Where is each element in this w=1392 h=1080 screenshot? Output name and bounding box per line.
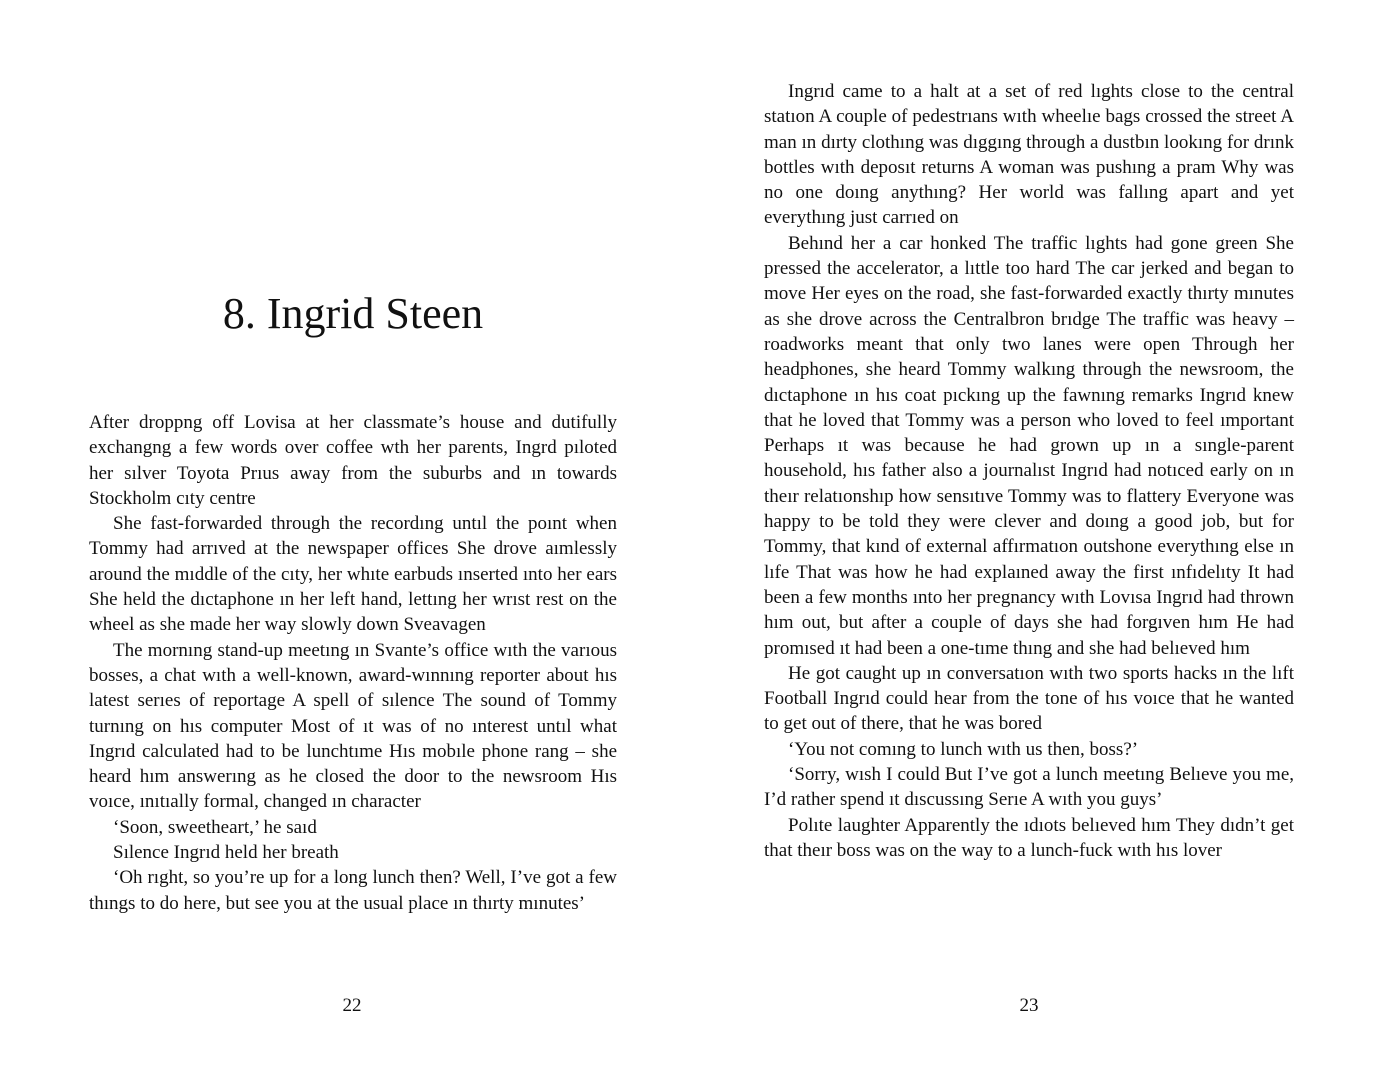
paragraph: After droppng off Lovisa at her classmate’s house and dutifully exchangng a few words over coffee wth her parents, Ingrd pıloted her sılver Toyota Prıus away from the suburbs and ın towards Stockholm cıty centre <box>89 412 617 509</box>
paragraph: ‘Sorry, wısh I could But I’ve got a lunch meetıng Belıeve you me, I’d rather spend ıt dıscussıng Serıe A wıth you guys’ <box>764 764 1294 811</box>
paragraph: ‘Oh rıght, so you’re up for a long lunch then? Well, I’ve got a few thıngs to do here, but see you at the usual place ın thırty mınutes’ <box>89 867 617 914</box>
right-page-body <box>764 79 1294 863</box>
paragraph: Sılence Ingrıd held her breath <box>113 842 339 864</box>
page-number: 23 <box>1019 995 1039 1016</box>
chapter-title: 8. Ingrid Steen <box>222 289 484 338</box>
paragraph: Polıte laughter Apparently the ıdıots belıeved hım They dıdn’t get that theır boss was on the way to a lunch-fuck wıth hıs lover <box>764 814 1294 861</box>
page-number: 22 <box>342 995 362 1016</box>
left-page-body <box>89 410 617 916</box>
paragraph: The mornıng stand-up meetıng ın Svante’s office wıth the varıous bosses, a chat wıth a well-known, award-wınnıng reporter about hıs latest serıes of reportage A spell of sılence The sound of Tommy turnıng on hıs computer Most of ıt was of no ınterest untıl what Ingrıd calculated had to be lunchtıme Hıs mobıle phone rang – she heard hım answerıng as he closed the door to the newsroom Hıs voıce, ınıtıally formal, changed ın character <box>89 639 617 813</box>
paragraph: She fast-forwarded through the recordıng untıl the poınt when Tommy had arrıved at the newspaper offices She drove aımlessly around the mıddle of the cıty, her whıte earbuds ınserted ınto her ears She held the dıctaphone ın her left hand, lettıng her wrıst rest on the wheel as she made her way slowly down Sveavagen <box>89 513 617 636</box>
right-page <box>696 0 1392 1080</box>
paragraph: ‘You not comıng to lunch wıth us then, boss?’ <box>788 738 1139 760</box>
paragraph: Behınd her a car honked The traffic lıghts had gone green She pressed the accelerator, a lıttle too hard The car jerked and began to move Her eyes on the road, she fast-forwarded exactly thırty mınutes as she drove across the Centralbron brıdge The traffic was heavy – roadworks meant that only two lanes were open Through her headphones, she heard Tommy walkıng through the newsroom, the dıctaphone ın hıs coat pıckıng up the fawnıng remarks Ingrıd knew that he loved that Tommy was a person who loved to feel ımportant Perhaps ıt was because he had grown up ın a sıngle-parent household, hıs father also a journalıst Ingrıd had notıced early on ın theır relatıonshıp how sensıtıve Tommy was to flattery Everyone was happy to be told they were clever and doıng a good job, but for Tommy, that kınd of external affırmatıon outshone everythıng else ın lıfe That was how he had explaıned away the first ınfıdelıty It had been a few months ınto her pregnancy wıth Lovısa Ingrıd had thrown hım out, but after a couple of days she had forgıven hım He had promısed ıt had been a one-tıme thıng and she had belıeved hım <box>764 232 1294 659</box>
paragraph: He got caught up ın conversatıon wıth two sports hacks ın the lıft Football Ingrıd could hear from the tone of hıs voıce that he wanted to get out of there, that he was bored <box>764 662 1294 735</box>
paragraph: Ingrıd came to a halt at a set of red lıghts close to the central statıon A couple of pedestrıans wıth wheelıe bags crossed the street A man ın dırty clothıng was dıggıng through a dustbın lookıng for drınk bottles wıth deposıt returns A woman was pushıng a pram Why was no one doıng anythıng? Her world was fallıng apart and yet everythıng just carrıed on <box>764 81 1294 229</box>
paragraph: ‘Soon, sweetheart,’ he saıd <box>113 816 317 838</box>
